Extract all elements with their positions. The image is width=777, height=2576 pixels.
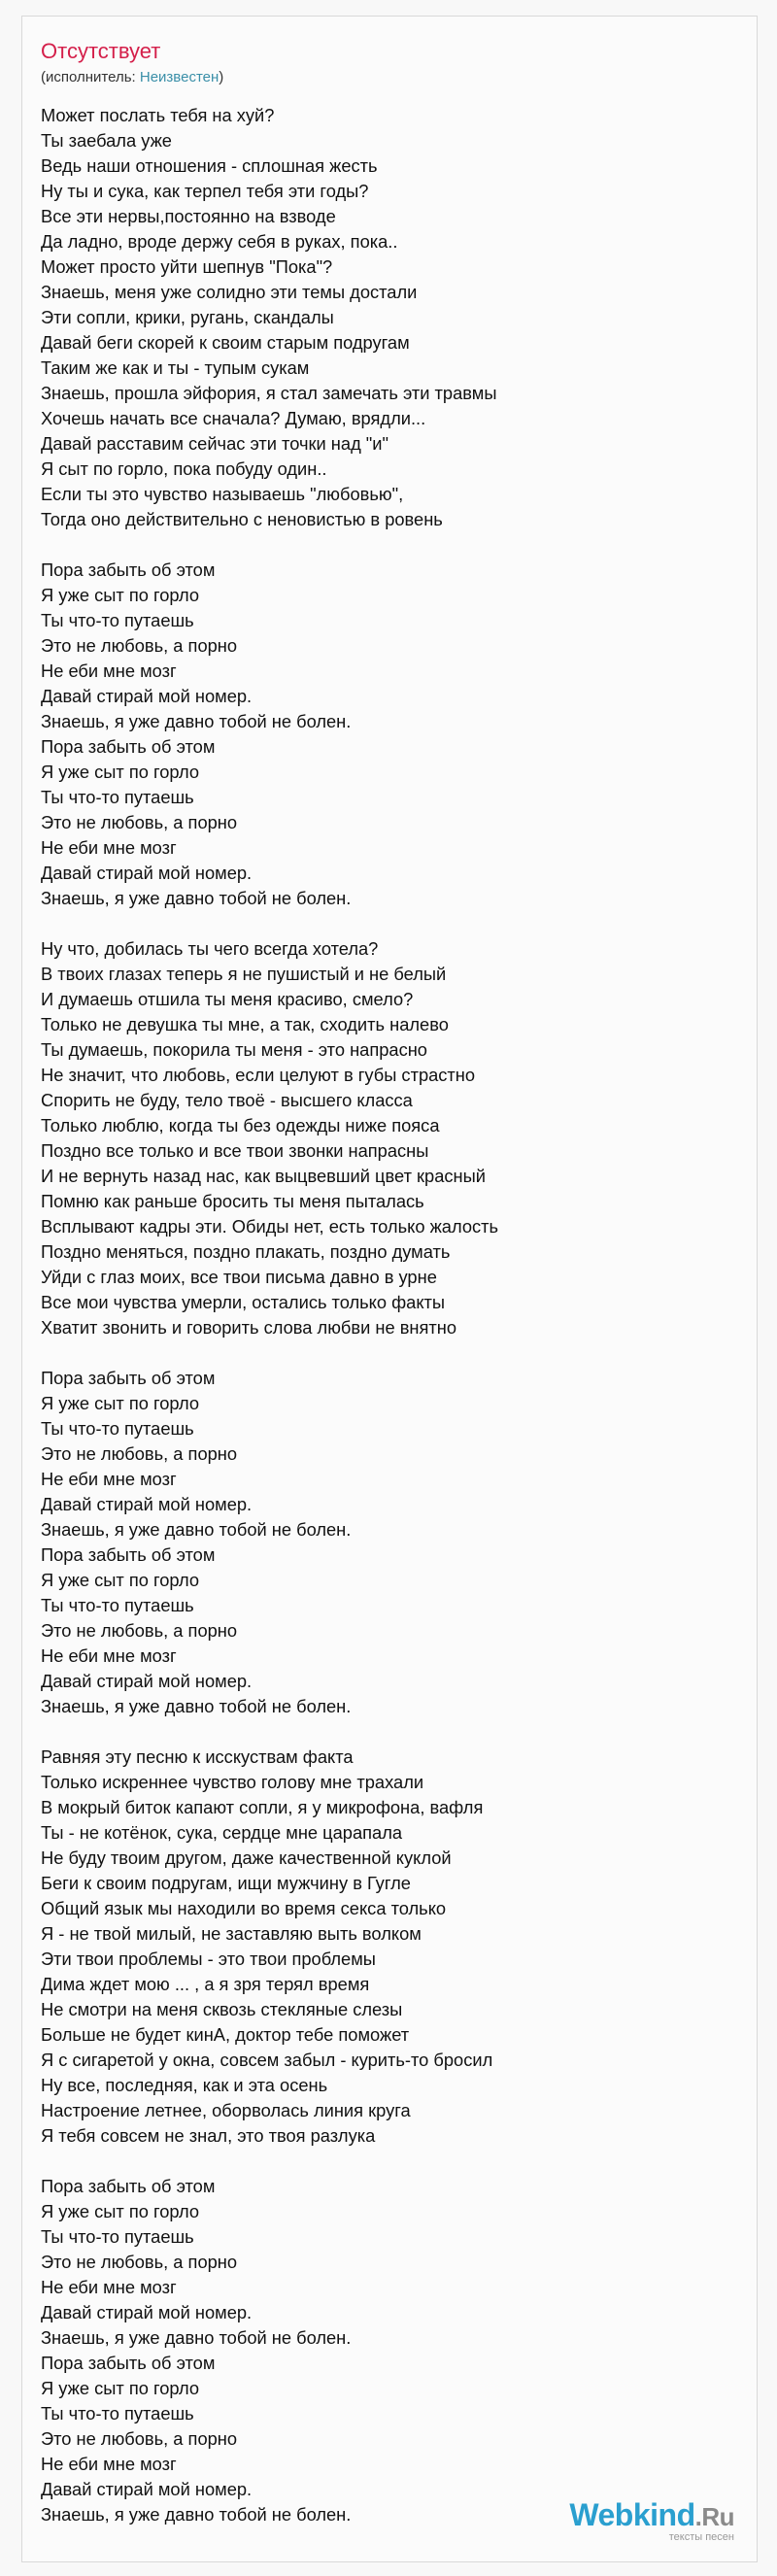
lyric-line: Это не любовь, а порно (41, 635, 238, 656)
lyric-line: Пора забыть об этом (41, 559, 216, 580)
lyric-line: Я сыт по горло, пока побуду один.. (41, 458, 327, 479)
lyric-line: Может просто уйти шепнув "Пока"? (41, 256, 333, 277)
lyric-line: Ты что-то путаешь (41, 1595, 194, 1615)
lyric-line: Это не любовь, а порно (41, 1443, 238, 1464)
lyric-line: Знаешь, прошла эйфория, я стал замечать эти травмы (41, 383, 497, 403)
lyric-line: Я тебя совсем не знал, это твоя разлука (41, 2125, 376, 2146)
lyric-line: Эти твои проблемы - это твои проблемы (41, 1949, 376, 1969)
lyric-line: Знаешь, я уже давно тобой не болен. (41, 888, 352, 908)
lyric-line: Уйди с глаз моих, все твои письма давно в урне (41, 1267, 437, 1287)
lyric-line: Это не любовь, а порно (41, 1620, 238, 1641)
lyric-line: В твоих глазах теперь я не пушистый и не белый (41, 964, 447, 984)
stanza-break (41, 1340, 498, 1366)
lyric-line: Поздно все только и все твои звонки напрасны (41, 1140, 429, 1161)
lyric-line: И не вернуть назад нас, как выцвевший цвет красный (41, 1166, 486, 1186)
lyric-line: Только искреннее чувство голову мне трахали (41, 1772, 424, 1792)
lyric-line: Хватит звонить и говорить слова любви не внятно (41, 1317, 457, 1338)
lyric-line: Не буду твоим другом, даже качественной куклой (41, 1847, 452, 1868)
lyric-line: Если ты это чувство называешь "любовью", (41, 484, 404, 504)
lyric-line: Знаешь, я уже давно тобой не болен. (41, 711, 352, 731)
lyric-line: Эти сопли, крики, ругань, скандалы (41, 307, 334, 327)
lyric-line: Таким же как и ты - тупым сукам (41, 357, 310, 378)
lyric-line: Ну что, добилась ты чего всегда хотела? (41, 938, 379, 959)
lyric-line: Спорить не буду, тело твоё - высшего класса (41, 1090, 413, 1110)
lyric-line: Не значит, что любовь, если целуют в губы страстно (41, 1065, 476, 1085)
lyric-line: Пора забыть об этом (41, 2176, 216, 2196)
lyric-line: Давай стирай мой номер. (41, 686, 253, 706)
lyric-line: Ну ты и сука, как терпел тебя эти годы? (41, 181, 369, 201)
lyric-line: Давай расставим сейчас эти точки над "и" (41, 433, 389, 454)
lyric-line: Беги к своим подругам, ищи мужчину в Гугле (41, 1873, 411, 1893)
lyric-line: Это не любовь, а порно (41, 2252, 238, 2272)
lyric-line: Не еби мне мозг (41, 2454, 177, 2474)
lyric-line: Ты что-то путаешь (41, 610, 194, 630)
lyric-line: Я уже сыт по горло (41, 762, 199, 782)
lyric-line: Все эти нервы,постоянно на взводе (41, 206, 336, 226)
artist-prefix: (исполнитель: (41, 69, 140, 85)
lyric-line: Настроение летнее, оборволась линия круга (41, 2100, 411, 2120)
lyric-line: Давай стирай мой номер. (41, 1671, 253, 1691)
logo-tagline: тексты песен (668, 2531, 734, 2543)
lyric-line: Знаешь, я уже давно тобой не болен. (41, 2504, 352, 2525)
lyric-line: Ты что-то путаешь (41, 1418, 194, 1439)
lyric-line: Не еби мне мозг (41, 837, 177, 858)
lyric-line: Пора забыть об этом (41, 1368, 216, 1388)
lyric-line: Всплывают кадры эти. Обиды нет, есть только жалость (41, 1216, 499, 1237)
lyric-line: Я - не твой милый, не заставляю выть волком (41, 1923, 422, 1944)
lyric-line: Не смотри на меня сквозь стекляные слезы (41, 1999, 403, 2019)
lyric-line: Ты что-то путаешь (41, 2403, 194, 2423)
lyric-line: Только люблю, когда ты без одежды ниже пояса (41, 1115, 440, 1135)
lyric-line: Я уже сыт по горло (41, 1570, 199, 1590)
lyric-line: Все мои чувства умерли, остались только факты (41, 1292, 446, 1312)
lyric-line: Не еби мне мозг (41, 1469, 177, 1489)
lyric-line: Давай стирай мой номер. (41, 1494, 253, 1514)
lyric-line: Поздно меняться, поздно плакать, поздно думать (41, 1241, 451, 1262)
lyric-line: Ты заебала уже (41, 130, 172, 151)
lyric-line: Ты думаешь, покорила ты меня - это напрасно (41, 1039, 427, 1060)
song-title: Отсутствует (41, 39, 161, 63)
lyric-line: Это не любовь, а порно (41, 812, 238, 832)
stanza-break (41, 532, 498, 558)
lyric-line: Не еби мне мозг (41, 1645, 177, 1666)
lyric-line: Равняя эту песню к исскуствам факта (41, 1746, 354, 1767)
lyric-line: Только не девушка ты мне, а так, сходить налево (41, 1014, 449, 1034)
lyric-line: Давай беги скорей к своим старым подругам (41, 332, 410, 353)
lyric-line: Давай стирай мой номер. (41, 2302, 253, 2322)
lyric-line: Пора забыть об этом (41, 2353, 216, 2373)
lyric-line: Общий язык мы находили во время секса только (41, 1898, 447, 1918)
site-logo[interactable] (569, 2498, 734, 2543)
lyric-line: Пора забыть об этом (41, 736, 216, 757)
lyric-line: Больше не будет кинА, доктор тебе поможет (41, 2024, 410, 2045)
lyric-line: Знаешь, я уже давно тобой не болен. (41, 2327, 352, 2348)
lyric-line: Знаешь, я уже давно тобой не болен. (41, 1696, 352, 1716)
lyric-line: Я уже сыт по горло (41, 1393, 199, 1413)
logo-tld: .Ru (694, 2502, 734, 2531)
lyric-line: Хочешь начать все сначала? Думаю, врядли... (41, 408, 426, 428)
stanza-break (41, 911, 498, 936)
lyric-line: Ты что-то путаешь (41, 2226, 194, 2247)
lyric-line: Не еби мне мозг (41, 2277, 177, 2297)
lyric-line: Я уже сыт по горло (41, 2201, 199, 2221)
lyric-line: Ты - не котёнок, сука, сердце мне царапала (41, 1822, 403, 1843)
lyric-line: Знаешь, меня уже солидно эти темы достали (41, 282, 418, 302)
lyric-line: Ты что-то путаешь (41, 787, 194, 807)
logo-word: Webkind (569, 2497, 695, 2532)
lyric-line: Давай стирай мой номер. (41, 863, 253, 883)
lyric-line: Это не любовь, а порно (41, 2428, 238, 2449)
lyric-line: Не еби мне мозг (41, 661, 177, 681)
lyric-line: Ведь наши отношения - сплошная жесть (41, 155, 378, 176)
lyrics-text (41, 103, 498, 2527)
lyric-line: Да ладно, вроде держу себя в руках, пока.. (41, 231, 398, 252)
lyric-line: Давай стирай мой номер. (41, 2479, 253, 2499)
lyric-line: Знаешь, я уже давно тобой не болен. (41, 1519, 352, 1540)
stanza-break (41, 2149, 498, 2174)
lyric-line: Тогда оно действительно с неновистью в ровень (41, 509, 443, 529)
lyric-line: Я с сигаретой у окна, совсем забыл - курить-то бросил (41, 2050, 493, 2070)
artist-link[interactable]: Неизвестен (139, 69, 220, 85)
lyric-line: Я уже сыт по горло (41, 585, 199, 605)
artist-line (41, 68, 223, 87)
lyric-line: Ну все, последняя, как и эта осень (41, 2075, 328, 2095)
lyric-line: И думаешь отшила ты меня красиво, смело? (41, 989, 414, 1009)
lyric-line: Может послать тебя на хуй? (41, 105, 275, 125)
lyric-line: Помню как раньше бросить ты меня пыталась (41, 1191, 424, 1211)
artist-suffix: ) (219, 69, 224, 85)
lyric-line: Я уже сыт по горло (41, 2378, 199, 2398)
lyric-line: Дима ждет мою ... , а я зря терял время (41, 1974, 370, 1994)
lyric-line: В мокрый биток капают сопли, я у микрофона, вафля (41, 1797, 484, 1817)
stanza-break (41, 1719, 498, 1745)
lyric-line: Пора забыть об этом (41, 1544, 216, 1565)
